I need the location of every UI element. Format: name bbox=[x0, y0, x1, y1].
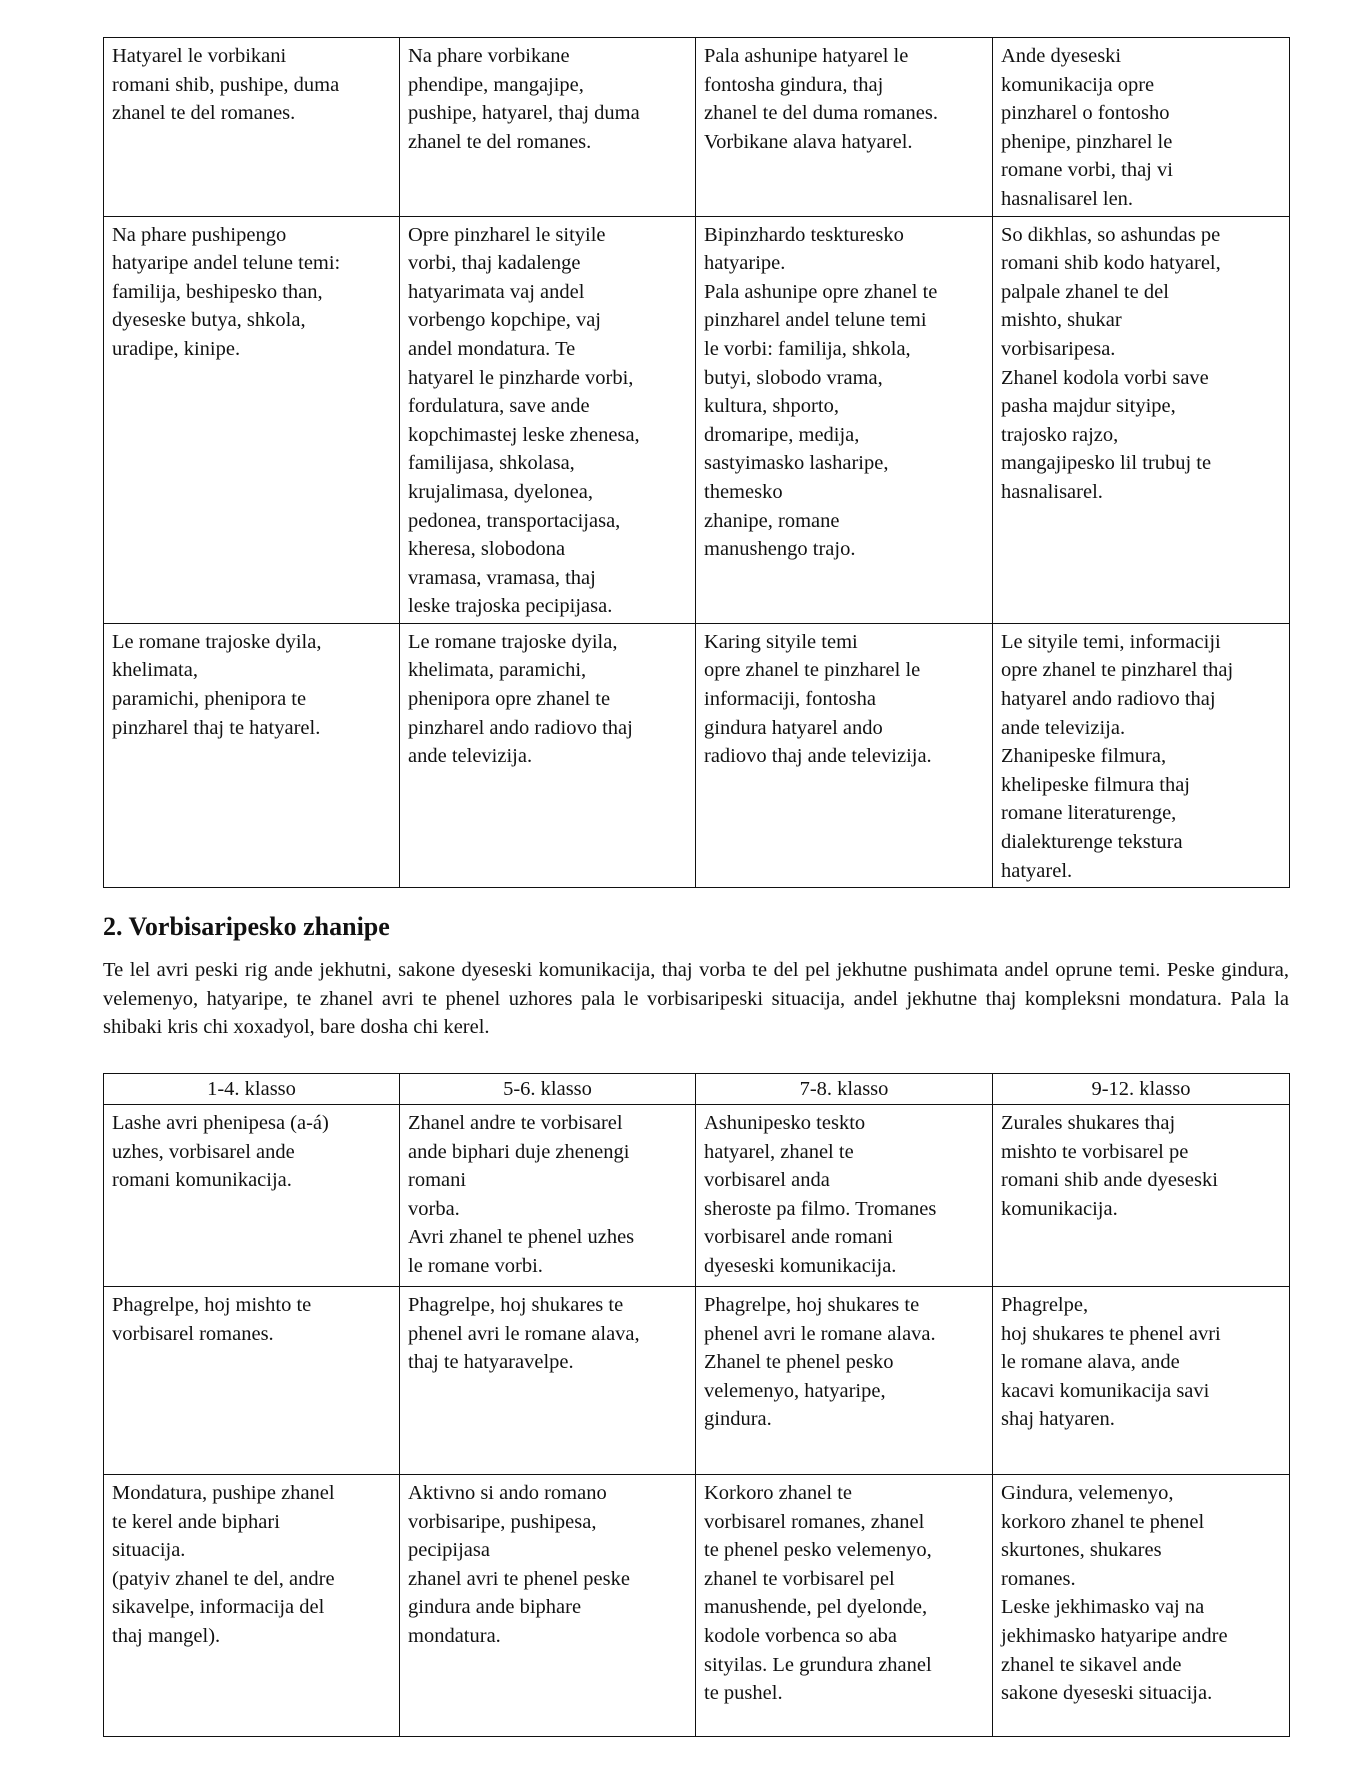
table-row bbox=[104, 1287, 1290, 1475]
table-cell: Na phare pushipengo hatyaripe andel telune temi: familija, beshipesko than, dyeseske butya, shkola, uradipe, kinipe. bbox=[104, 216, 400, 623]
table-cell: Zhanel andre te vorbisarel ande biphari duje zhenengi romani vorba. Avri zhanel te phenel uzhes le romane vorbi. bbox=[400, 1105, 696, 1287]
table-cell: Phagrelpe, hoj shukares te phenel avri le romane alava. Zhanel te phenel pesko velemenyo, hatyaripe, gindura. bbox=[696, 1287, 993, 1475]
table-cell: Pala ashunipe hatyarel le fontosha gindura, thaj zhanel te del duma romanes. Vorbikane alava hatyarel. bbox=[696, 38, 993, 217]
table-cell: Karing sityile temi opre zhanel te pinzharel le informaciji, fontosha gindura hatyarel ando radiovo thaj ande televizija. bbox=[696, 623, 993, 887]
table-row bbox=[104, 216, 1290, 623]
table-cell: So dikhlas, so ashundas pe romani shib kodo hatyarel, palpale zhanel te del mishto, shukar vorbisaripesa. Zhanel kodola vorbi save pasha majdur sityipe, trajosko rajzo, mangajipesko lil trubuj te hasnalisarel. bbox=[993, 216, 1290, 623]
table-cell: Le sityile temi, informaciji opre zhanel te pinzharel thaj hatyarel ando radiovo thaj ande televizija. Zhanipeske filmura, khelipeske filmura thaj romane literaturenge, dialekturenge tekstura hatyarel. bbox=[993, 623, 1290, 887]
table-cell: Phagrelpe, hoj shukares te phenel avri le romane alava, thaj te hatyaravelpe. bbox=[400, 1287, 696, 1475]
table-cell: Le romane trajoske dyila, khelimata, paramichi, phenipora opre zhanel te pinzharel ando radiovo thaj ande televizija. bbox=[400, 623, 696, 887]
table-cell: Phagrelpe, hoj shukares te phenel avri le romane alava, ande kacavi komunikacija savi shaj hatyaren. bbox=[993, 1287, 1290, 1475]
table-row bbox=[104, 38, 1290, 217]
table-cell: Phagrelpe, hoj mishto te vorbisarel romanes. bbox=[104, 1287, 400, 1475]
column-header: 9-12. klasso bbox=[993, 1074, 1290, 1105]
table-cell: Na phare vorbikane phendipe, mangajipe, pushipe, hatyarel, thaj duma zhanel te del romanes. bbox=[400, 38, 696, 217]
table-row bbox=[104, 1475, 1290, 1737]
curriculum-table-2 bbox=[103, 1073, 1290, 1737]
table-cell: Ande dyeseski komunikacija opre pinzharel o fontosho phenipe, pinzharel le romane vorbi, thaj vi hasnalisarel len. bbox=[993, 38, 1290, 217]
table-row bbox=[104, 623, 1290, 887]
table-cell: Zurales shukares thaj mishto te vorbisarel pe romani shib ande dyeseski komunikacija. bbox=[993, 1105, 1290, 1287]
curriculum-table-1 bbox=[103, 37, 1290, 888]
table-cell: Mondatura, pushipe zhanel te kerel ande biphari situacija. (patyiv zhanel te del, andre sikavelpe, informacija del thaj mangel). bbox=[104, 1475, 400, 1737]
table-cell: Bipinzhardo teskturesko hatyaripe. Pala ashunipe opre zhanel te pinzharel andel telune temi le vorbi: familija, shkola, butyi, slobodo vrama, kultura, shporto, dromaripe, medija, sastyimasko lasharipe, themesko zhanipe, romane manushengo trajo. bbox=[696, 216, 993, 623]
table-cell: Ashunipesko teskto hatyarel, zhanel te vorbisarel anda sheroste pa filmo. Tromanes vorbisarel ande romani dyeseski komunikacija. bbox=[696, 1105, 993, 1287]
table-cell: Opre pinzharel le sityile vorbi, thaj kadalenge hatyarimata vaj andel vorbengo kopchipe, vaj andel mondatura. Te hatyarel le pinzharde vorbi, fordulatura, save ande kopchimastej leske zhenesa, familijasa, shkolasa, krujalimasa, dyelonea, pedonea, transportacijasa, kheresa, slobodona vramasa, vramasa, thaj leske trajoska pecipijasa. bbox=[400, 216, 696, 623]
column-header: 7-8. klasso bbox=[696, 1074, 993, 1105]
table-cell: Aktivno si ando romano vorbisaripe, pushipesa, pecipijasa zhanel avri te phenel peske gindura ande biphare mondatura. bbox=[400, 1475, 696, 1737]
table-cell: Korkoro zhanel te vorbisarel romanes, zhanel te phenel pesko velemenyo, zhanel te vorbisarel pel manushende, pel dyelonde, kodole vorbenca so aba sityilas. Le grundura zhanel te pushel. bbox=[696, 1475, 993, 1737]
table-cell: Hatyarel le vorbikani romani shib, pushipe, duma zhanel te del romanes. bbox=[104, 38, 400, 217]
table-header-row bbox=[104, 1074, 1290, 1105]
section-paragraph: Te lel avri peski rig ande jekhutni, sakone dyeseski komunikacija, thaj vorba te del pel jekhutne pushimata andel oprune temi. Peske gindura, velemenyo, hatyaripe, te zhanel avri te phenel uzhores pala le vorbisaripeski situacija, andel jekhutne thaj kompleksni mondatura. Pala la shibaki kris chi xoxadyol, bare dosha chi kerel. bbox=[103, 959, 1289, 1039]
column-header: 1-4. klasso bbox=[104, 1074, 400, 1105]
table-cell: Le romane trajoske dyila, khelimata, paramichi, phenipora te pinzharel thaj te hatyarel. bbox=[104, 623, 400, 887]
column-header: 5-6. klasso bbox=[400, 1074, 696, 1105]
section-heading: 2. Vorbisaripesko zhanipe bbox=[103, 912, 390, 941]
table-cell: Gindura, velemenyo, korkoro zhanel te phenel skurtones, shukares romanes. Leske jekhimasko vaj na jekhimasko hatyaripe andre zhanel te sikavel ande sakone dyeseski situacija. bbox=[993, 1475, 1290, 1737]
table-cell: Lashe avri phenipesa (a-á) uzhes, vorbisarel ande romani komunikacija. bbox=[104, 1105, 400, 1287]
table-row bbox=[104, 1105, 1290, 1287]
